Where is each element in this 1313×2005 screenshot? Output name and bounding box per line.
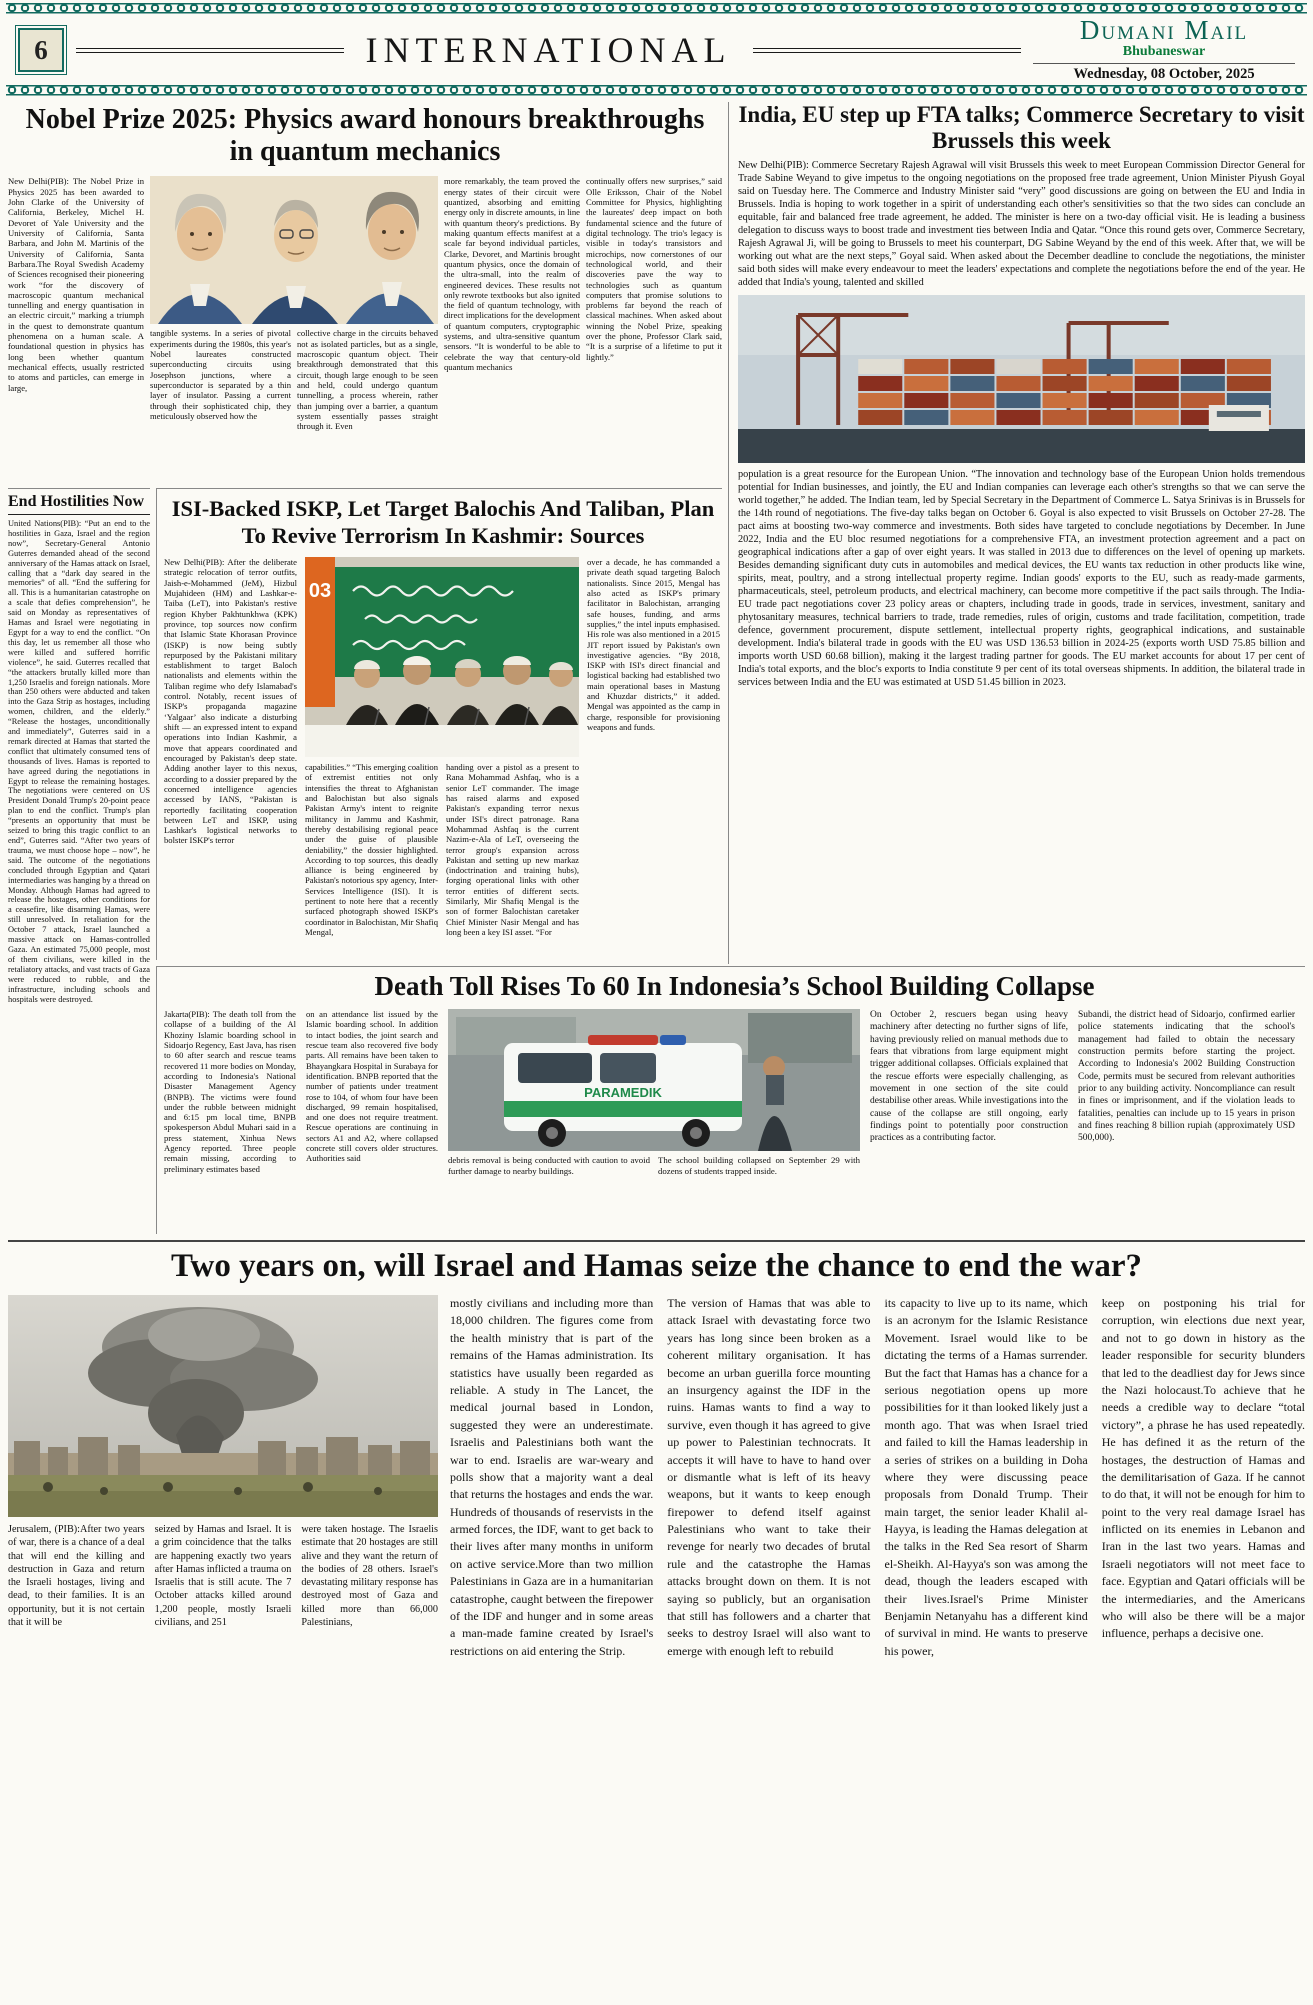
paper-date: Wednesday, 08 October, 2025 [1033, 63, 1295, 83]
israel-col-7: keep on postponing his trial for corruption, win elections due next year, and not to go down in history as the leader responsible for security blunders that led to the deadliest day for Jews since the Nazi holocaust.To achieve that he needs a credible way to declare “total victory”, a phrase he has used repeatedly. He has defined it as the return of the hostages, the destruction of Hamas and the demilitarisation of Gaza. If he cannot to do that, it will not be enough for him to point to the very real damage Israel has inflicted on its enemies in Lebanon and Iran in the last two years. Hamas and Israeli negotiators will not meet face to face. Egyptian and Qatari officials will be the intermediaries, and the Americans who will also be there will be a major influence, perhaps a decisive one. [1101, 1296, 1305, 1641]
iskp-columns [164, 557, 722, 951]
end-hostilities-headline: End Hostilities Now [8, 493, 150, 515]
iskp-col-4: over a decade, he has commanded a private death squad targeting Baloch nationalists. Since 2015, Mengal has also acted as ISKP's primary facilitator in Balochistan, arranging safe houses, funding, and arms supplies,” the intel inputs emphasised. His role was also mentioned in a 2015 JIT report issued by Pakistan's own investigative agencies. “By 2018, ISKP with ISI's direct financial and logistical backing had established two main operational bases in Mastung and Khuzdar districts,” it added. Mengal was appointed as the camp in charge, responsible for provisioning weapons and funds. [587, 557, 720, 732]
end-hostilities-body: United Nations(PIB): “Put an end to the hostilities in Gaza, Israel and the region now”, Secretary-General Antonio Guterres demanded ahead of the second anniversary of the Hamas attack on Israel, calling that a “dark day seared in the memories” of all. “End the suffering for all. This is a humanitarian catastrophe on a scale that defies comprehension”, he said on Monday as representatives of Hamas and Israel were negotiating in Egypt for a way to end the conflict. “On this day, let us remember all those who were killed and suffered horrific violence”, he said. Guterres recalled that “the attackers brutally killed more than 1,250 Israelis and foreign nationals. More than 250 others were abducted and taken into the Gaza Strip as hostages, including women, children, and the elderly.” “Release the hostages, unconditionally and immediately”, Guterres said in a remark directed at Hamas that started the conflict that ultimately consumed tens of thousands of lives. Hamas is reported to have agreed during the negotiations in Egypt to release the remaining hostages. The negotiations were centered on US President Donald Trump's 20-point peace plan to end the conflict. Trump's plan “presents an opportunity that must be seized to bring this tragic conflict to an end”, Guterres said. “After two years of trauma, we must choose hope – now”, he said. The outcome of the negotiations concluded through Egyptian and Qatari intermediaries was hanging by a thread on Monday. Although Hamas had agreed to release the hostages, other conditions for a ceasefire, like disarming Hamas, were still unresolved. In retaliation for the October 7 attack, Israel launched a massive attack on Hamas-controlled Gaza. An estimated 75,000 people, most of them civilians, were killed in the retaliatory attacks, and vast tracts of Gaza were reduced to rubble, and the infrastructure, including schools and hospitals were destroyed. [8, 519, 150, 1004]
paper-masthead [1033, 17, 1295, 82]
header-rule-left [76, 48, 344, 53]
india-eu-body-top: New Delhi(PIB): Commerce Secretary Rajesh Agrawal will visit Brussels this week to meet European Commission Director General for Trade Sabine Weyand to give impetus to the ongoing negotiations on the proposed free trade agreement, Union Minister Piyush Goyal said on Tuesday here. The Commerce and Industry Minister said “very” good discussions are going on between the EU and India in Brussels. India is hoping to work together in a spirit of understanding each other's sensitivities so that the two sides can conclude an equitable, fair and balanced free trade agreement, he added. The minister is here on a two-day official visit. He is leading a business delegation to discuss ways to boost trade and investment ties between India and Qatar. “Once this round gets over, Commerce Secretary, Rajesh Agrawal Ji, will be going to Brussels to meet his counterpart, DG Sabine Weyand by the end of this week. After that, we will be working out what are the next steps,” Goyal said. When asked about the December deadline to conclude the negotiations, the minister said both sides will make every endeavour to meet the leaders' expectations and complete the negotiations before the end of the year. He added that India's young, talented and skilled [738, 160, 1305, 289]
iskp-col-3: handing over a pistol as a present to Rana Mohammad Ashfaq, who is a senior LeT commander. The image has raised alarms and exposed Pakistan's expanding terror nexus under ISI's direct patronage. Rana Mohammad Ashfaq is the current Nazim-e-Ala of LeT, overseeing the terror group's expansion across Pakistan and setting up new markaz (indoctrination and training hubs), forging operational links with other terror entities of different sects. Similarly, Mir Shafiq Mengal is the son of former Balochistan caretaker Chief Minister Nasir Mengal and has long been a key ISI asset. “For [446, 762, 579, 937]
nobel-col-3: collective charge in the circuits behaved not as isolated particles, but as a single, macroscopic quantum object. Their breakthrough demonstrated that this circuit, though large enough to be seen and held, could undergo quantum tunnelling, a process wherein, rather than jumping over a barrier, a quantum system essentially passes straight through it. Even [297, 328, 438, 432]
israel-content [8, 1295, 1305, 1955]
nobel-columns [8, 176, 722, 478]
article-indonesia-collapse [156, 966, 1305, 1234]
iskp-col-1: New Delhi(PIB): After the deliberate strategic relocation of terror outfits, Jaish-e-Mohammed (JeM), Hizbul Mujahideen (HM) and Lashkar-e-Taiba (LeT), into Pakistan's restive region Khyber Pakhtunkhwa (KPK) province, top sources now confirm that Islamic State Khorasan Province (ISKP) is now being subtly repurposed by the Pakistani military establishment to target Baloch nationalists and elements within the Taliban regime who defy Islamabad's control. Notably, recent issues of ISKP's propaganda magazine ‘Yalgaar’ also indicate a disturbing shift — an expressed intent to expand operations into Indian Kashmir, a move that appears coordinated and encouraged by Pakistan's deep state. Adding another layer to this nexus, according to a dossier prepared by the concerned intelligence agencies accessed by IANS, “Pakistan is reportedly facilitating cooperation between LeT and ISKP, using Lashkar's logistical networks to bolster ISKP's terror [164, 557, 297, 846]
press-conference-illustration [305, 557, 579, 757]
page-number: 6 [34, 34, 48, 65]
indonesia-columns [164, 1009, 1305, 1229]
ornamental-border-header-bottom [6, 84, 1307, 96]
indonesia-col-1: Jakarta(PIB): The death toll from the collapse of a building of the Al Khoziny Islamic boarding school in Sidoarjo Regency, East Java, has risen to 60 after search and rescue teams recovered 11 more bodies on Monday, according to Indonesia's National Disaster Management Agency (BNPB). The victims were found under the rubble between midnight and 6:15 pm local time, BNPB spokesperson Abdul Muhari said in a press statement, Xinhua News Agency reported. Three people remain missing, according to preliminary estimates based [164, 1009, 296, 1174]
israel-col-2: seized by Hamas and Israel. It is a grim coincidence that the talks are happening exactly two years after Hamas inflicted a trauma on Israelis that is still acute. The 7 October attacks killed around 1,200 people, mostly Israeli civilians, and 251 [154, 1524, 292, 1628]
article-nobel-prize [8, 102, 722, 484]
nobel-laureates-illustration [150, 176, 438, 324]
nobel-col-4: more remarkably, the team proved the energy states of their circuit were quantized, absorbing and emitting energy only in discrete amounts, in line with quantum theory's predictions. By making quantum effects manifest at a scale far beyond individual particles, Clarke, Devoret, and Martinis brought quantum physics, once the domain of the ultra-small, into the realm of engineered devices. These results not only rewrote textbooks but also ignited the field of quantum technology, with direct implications for the development of quantum computers, cryptographic systems, and ultra-sensitive quantum sensors. “It is wonderful to be able to celebrate the way that century-old quantum mechanics [444, 176, 580, 372]
israel-col-3: were taken hostage. The Israelis estimate that 20 hostages are still alive and they want the return of the bodies of 28 others. Israel's devastating military response has destroyed most of Gaza and killed more than 66,000 Palestinians, [301, 1524, 438, 1628]
ornamental-border-top [6, 2, 1307, 14]
header-rule-right [753, 48, 1021, 53]
article-india-eu-fta [728, 102, 1305, 964]
article-end-hostilities [8, 488, 150, 1236]
india-eu-headline: India, EU step up FTA talks; Commerce Secretary to visit Brussels this week [738, 102, 1305, 154]
paper-name: Dumani Mail [1079, 15, 1249, 46]
indonesia-col-3: On October 2, rescuers began using heavy machinery after detecting no further signs of life, having previously relied on manual methods due to fears that vibrations from large equipment might trigger additional collapses. Officials explained that the rescue efforts were especially challenging, as movement in one section of the site could destabilise other areas. While investigations into the cause of the collapse are still ongoing, early findings point to potentially poor construction practices as a contributing factor. [870, 1010, 1068, 1144]
israel-col-5: The version of Hamas that was able to attack Israel with devastating force two years has long since been broken as a coherent military organisation. It has become an urban guerilla force mounting an insurgency against the IDF in the ruins. Hamas wants to find a way to survive, even though it has agreed to give up power to Palestinian technocrats. It accepts it will have to have to hand over or dismantle what is left of its heavy weapons, but it wants to keep enough firepower to defend itself against Palestinians who want to take their revenge for nearly two decades of brutal rule and the catastrophe the Hamas attacks brought down on them. It is not saying so publicly, but an organisation that still has followers and a charter that seeks to destroy Israel will also want to emerge with enough left to rebuild [667, 1296, 871, 1658]
gaza-explosion-illustration [8, 1295, 438, 1517]
section-title: INTERNATIONAL [365, 30, 732, 70]
container-port-illustration [738, 295, 1305, 463]
indonesia-photo-block [448, 1009, 860, 1229]
israel-col-1: Jerusalem, (PIB):After two years of war, there is a chance of a deal that will end the killing and destruction in Gaza and return the Israeli hostages, living and dead, to their families. It is an opportunity, but it is not certain that it will be [8, 1524, 145, 1628]
nobel-col-2: tangible systems. In a series of pivotal experiments during the 1980s, this year's Nobel laureates constructed superconducting circuits using Josephson junctions, where a superconductor is separated by a thin layer of insulator. Passing a current through their sophisticated chip, they meticulously observed how the [150, 328, 291, 421]
iskp-press-conference-photo [305, 557, 579, 757]
nobel-col-1: New Delhi(PIB): The Nobel Prize in Physics 2025 has been awarded to John Clarke of the University of California, Berkeley, Michel H. Devoret of Yale University and the University of California, Santa Barbara, and John M. Martinis of the University of California, Santa Barbara.The Royal Swedish Academy of Sciences recognised their pioneering work “for the discovery of macroscopic quantum mechanical tunnelling and energy quantisation in an electric circuit,” marking a triumph in the quest to demonstrate quantum phenomena on a human scale. A foundational question in physics has long been whether quantum mechanical effects, usually restricted to atoms and particles, can emerge in large, [8, 176, 144, 393]
page-number-box [18, 28, 64, 72]
india-eu-body-bottom: population is a great resource for the European Union. “The innovation and technology base of the European Union holds tremendous potential for Indian businesses, and jointly, the EU and Indian companies can leverage each other's strengths so that we can serve the world together,” he added. The Indian team, led by Special Secretary in the Department of Commerce L. Satya Srinivas is in Brussels for the 14th round of negotiations. The five-day talks began on October 6. Goyal is also expected to visit Brussels on October 27-28. The pact aims at boosting two-way commerce and investments. Both sides have targeted to conclude negotiations by December. In June 2022, India and the EU bloc resumed negotiations for a comprehensive FTA, an investment protection agreement and a pact on geographical indications after a gap of over eight years. It was stalled in 2013 due to differences on the level of opening up markets. Besides demanding significant duty cuts in automobiles and medical devices, the EU wants tax reduction in other products like wine, spirits, meat, poultry, and a strong intellectual property regime. Indian goods' exports to the EU, such as ready-made garments, pharmaceuticals, steel, petroleum products, and electrical machinery, can become more competitive if the pact sails through. The India-EU trade pact negotiations cover 23 policy areas or chapters, including trade in goods, trade in services, investment, sanitary and phytosanitary measures, technical barriers to trade, trade remedies, rules of origin, customs and trade facilitation, competition, trade defence, government procurement, dispute settlement, intellectual property rights, geographical indications, and sustainable development. India's bilateral trade in goods with the EU was USD 136.53 billion in 2024-25 (exports worth USD 75.85 billion and imports worth USD 60.68 billion), making it the largest trading partner for goods. The EU market accounts for about 17 per cent of India's total exports, and the bloc's exports to India constitute 9 per cent of its total overseas shipments. In addition, the bilateral trade in services between India and the EU was estimated at USD 51.45 billion in 2023. [738, 469, 1305, 688]
article-iskp-terrorism [156, 488, 722, 960]
israel-col-6: its capacity to live up to its name, which is an acronym for the Islamic Resistance Movement. Israel would like to be dictating the terms of a Hamas surrender. But the fact that Hamas has a chance for a serious negotiation opens up more possibilities for it than looked likely just a month ago. That was when Israel tried and failed to kill the Hamas leadership in a series of strikes on a building in Doha where they were discussing peace proposals from Donald Trump. Their main target, the senior leader Khalil al-Hayya, is leading the Hamas delegation at the talks in the Red Sea resort of Sharm el-Sheikh. Al-Hayya's son was among the dead, though the leaders escaped with their lives.Israel's Prime Minister Benjamin Netanyahu has a different kind of survival in mind. He wants to preserve his power, [884, 1296, 1088, 1658]
nobel-laureates-photo [150, 176, 438, 324]
india-eu-port-photo [738, 295, 1305, 463]
nobel-headline: Nobel Prize 2025: Physics award honours breakthroughs in quantum mechanics [25, 104, 705, 168]
indonesia-caption-2: The school building collapsed on September 29 with dozens of students trapped inside. [658, 1155, 860, 1176]
israel-left-block [8, 1295, 438, 1955]
ambulance-illustration [448, 1009, 860, 1151]
iskp-headline: ISI-Backed ISKP, Let Target Balochis And Taliban, Plan To Revive Terrorism In Kashmir: Sources [171, 496, 715, 548]
page-body [0, 98, 1313, 2005]
ambulance-text: PARAMEDIK [584, 1085, 662, 1100]
indonesia-col-4: Subandi, the district head of Sidoarjo, confirmed earlier police statements indicating that the school's management had failed to obtain the necessary construction permits before starting the project. According to Indonesia's 2002 Building Construction Code, permits must be secured from relevant authorities prior to any building activity. Noncompliance can result in fines or imprisonment, and if the violation leads to fatalities, penalties can include up to 15 years in prison and fines reaching 8 billion rupiah (approximately USD 500,000). [1078, 1010, 1295, 1144]
israel-headline: Two years on, will Israel and Hamas seize the chance to end the war? [171, 1248, 1142, 1284]
israel-col-4: mostly civilians and including more than 18,000 children. The figures come from the health ministry that is part of the remains of the Hamas administration. Its statistics have usually been regarded as reliable. A study in The Lancet, the medical journal based in London, suggested they were an underestimate. Israelis and Palestinians both want the war to end. Israelis are war-weary and polls show that a majority want a deal that returns the hostages and ends the war. Hundreds of thousands of reservists in the armed forces, the IDF, want to get back to their lives after many months in uniform on active service.More than two million Palestinians in Gaza are in a humanitarian catastrophe, caught between the firepower of the IDF and hunger and in some areas a man-made famine created by Israel's restrictions on aid entering the Strip. [450, 1296, 654, 1658]
paper-city: Bhubaneswar [1122, 44, 1206, 60]
nobel-sub-columns [150, 328, 438, 476]
iskp-sub-columns [305, 762, 579, 948]
indonesia-captions [448, 1155, 860, 1225]
israel-mini-columns [8, 1523, 438, 1629]
iskp-middle [305, 557, 579, 951]
indonesia-caption-1: debris removal is being conducted with caution to avoid further damage to nearby buildings. [448, 1155, 650, 1176]
iskp-col-2: capabilities.” “This emerging coalition of extremist entities not only intensifies the threat to Afghanistan and Balochistan but also signals Pakistan Army's intent to reignite militancy in Jammu and Kashmir, thereby destabilising regional peace under the guise of plausible deniability,” the dossier highlighted. According to top sources, this deadly alliance is being engineered by Pakistan's notorious spy agency, Inter-Services Intelligence (ISI). It is pertinent to note here that a recently surfaced photograph showed ISKP's coordinator in Balochistan, Mir Shafiq Mengal, [305, 762, 438, 937]
article-israel-hamas [8, 1240, 1305, 2005]
indonesia-headline: Death Toll Rises To 60 In Indonesia’s School Building Collapse [374, 971, 1095, 1001]
nobel-col-5: continually offers new surprises,” said Olle Eriksson, Chair of the Nobel Committee for Physics, highlighting the laureates' deep impact on both fundamental science and the future of digital technology. The trio's legacy is visible in today's transistors and microchips, now cornerstones of our technological world, and their discoveries pave the way to technologies such as quantum computers that promise solutions to problems far beyond the reach of classical machines. When asked about winning the Nobel Prize, speaking over the phone, Professor Clark said, “It is a surprise of a lifetime to put it lightly.” [586, 176, 722, 362]
nobel-middle [150, 176, 438, 478]
indonesia-col-2: on an attendance list issued by the Islamic boarding school. In addition to intact bodies, the joint search and rescue team also recovered five body parts. All remains have been taken to Bhayangkara Hospital in Surabaya for identification. BNPB reported that the number of patients under treatment rose to 104, of whom four have been discharged, 99 remain hospitalised, and one does not require treatment. Rescue operations are continuing in sectors A1 and A2, where collapsed concrete still covers older structures. Authorities said [306, 1009, 438, 1164]
page-header [0, 16, 1313, 82]
indonesia-ambulance-photo [448, 1009, 860, 1151]
gaza-smoke-photo [8, 1295, 438, 1517]
israel-main-columns [450, 1295, 1305, 1955]
iskp-poster-number: 03 [308, 580, 332, 602]
